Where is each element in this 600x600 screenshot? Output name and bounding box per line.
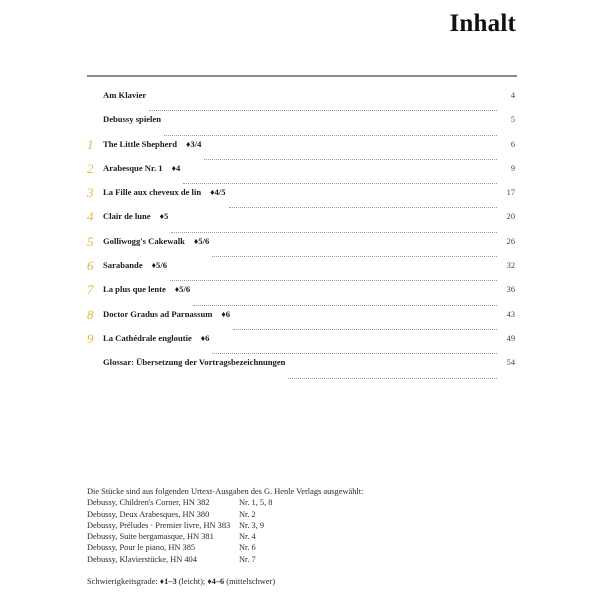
dot-leader — [204, 158, 497, 160]
dot-leader — [233, 328, 497, 330]
difficulty-level: ♦5/6 — [151, 260, 168, 271]
difficulty-level: ♦3/4 — [186, 138, 202, 149]
dot-leader — [212, 255, 497, 257]
page-number: 6 — [510, 139, 515, 149]
page-number: 4 — [510, 91, 515, 100]
dot-leader — [229, 206, 498, 208]
toc-entry[interactable] — [87, 284, 517, 308]
page-number: 43 — [506, 309, 515, 319]
entry-title: Glossar: Übersetzung der Vortragsbezeichnungen — [103, 357, 286, 368]
difficulty-level: ♦4 — [171, 162, 181, 173]
edition-numbers: Nr. 4 — [239, 532, 256, 542]
dot-leader — [171, 231, 497, 233]
dot-leader — [183, 182, 497, 184]
difficulty-level: ♦5/6 — [193, 235, 210, 246]
edition-name: Debussy, Children's Corner, HN 382 — [87, 498, 210, 508]
entry-title: Sarabande — [103, 260, 143, 271]
entry-title: Am Klavier — [103, 90, 147, 100]
difficulty-label: Schwierigkeitsgrade: — [87, 577, 158, 586]
easy-label: (leicht); — [178, 577, 206, 586]
toc-entry[interactable] — [87, 357, 517, 381]
toc-entry[interactable] — [87, 90, 517, 114]
edition-name: Debussy, Klavierstücke, HN 404 — [87, 554, 197, 564]
edition-numbers: Nr. 3, 9 — [239, 520, 265, 530]
page-title: Inhalt — [449, 10, 516, 37]
toc-entry[interactable] — [87, 160, 517, 187]
medium-range: ♦4–6 — [207, 577, 225, 586]
medium-label: (mittelschwer) — [226, 577, 276, 586]
piece-number: 2 — [87, 160, 94, 176]
source-row — [87, 509, 363, 520]
difficulty-legend — [87, 577, 275, 586]
entry-title: Golliwogg's Cakewalk — [103, 235, 185, 246]
dot-leader — [164, 134, 497, 136]
difficulty-level: ♦5 — [159, 211, 169, 222]
easy-range: ♦1–3 — [159, 577, 177, 586]
source-row — [87, 542, 363, 553]
page-number: 9 — [510, 163, 515, 173]
entry-title: Doctor Gradus ad Parnassum — [103, 308, 213, 319]
toc-entry[interactable] — [87, 114, 517, 138]
dot-leader — [170, 279, 497, 281]
table-of-contents — [87, 90, 517, 382]
page-number: 32 — [506, 261, 515, 271]
edition-name: Debussy, Préludes · Premier livre, HN 383 — [87, 520, 231, 530]
page-number: 54 — [506, 358, 515, 368]
source-row — [87, 520, 363, 531]
toc-entry[interactable] — [87, 187, 517, 211]
page-number: 36 — [506, 285, 515, 295]
entry-title: The Little Shepherd — [103, 138, 178, 149]
dot-leader — [193, 304, 497, 306]
source-row — [87, 497, 363, 508]
entry-title: La Fille aux cheveux de lin — [103, 187, 202, 198]
piece-number: 8 — [87, 306, 94, 322]
source-editions — [87, 486, 363, 565]
page-number: 5 — [510, 115, 515, 125]
entry-title: Clair de lune — [103, 211, 151, 222]
difficulty-level: ♦6 — [200, 332, 210, 343]
title-divider — [87, 75, 517, 77]
entry-title: Arabesque Nr. 1 — [103, 162, 163, 173]
difficulty-level: ♦4/5 — [210, 187, 226, 198]
source-row — [87, 554, 363, 565]
entry-title: Debussy spielen — [103, 114, 162, 125]
toc-entry[interactable] — [87, 211, 517, 235]
piece-number: 1 — [87, 136, 94, 152]
toc-entry[interactable] — [87, 306, 517, 333]
entry-title: La Cathédrale engloutie — [103, 332, 192, 343]
edition-numbers: Nr. 1, 5, 8 — [239, 498, 273, 508]
page-number: 17 — [506, 188, 515, 198]
edition-numbers: Nr. 7 — [239, 554, 256, 564]
piece-number: 4 — [87, 209, 94, 225]
edition-name: Debussy, Pour le piano, HN 385 — [87, 543, 196, 553]
dot-leader — [149, 109, 497, 111]
toc-entry[interactable] — [87, 233, 517, 260]
entry-title: La plus que lente — [103, 284, 166, 295]
dot-leader — [212, 352, 497, 354]
difficulty-level: ♦6 — [221, 308, 231, 319]
page-number: 26 — [506, 236, 515, 246]
sources-intro: Die Stücke sind aus folgenden Urtext-Ausgaben des G. Henle Verlags ausgewählt: — [87, 487, 364, 496]
piece-number: 9 — [87, 330, 94, 346]
dot-leader — [288, 377, 497, 379]
piece-number: 7 — [87, 282, 94, 298]
piece-number: 6 — [87, 258, 94, 274]
toc-entry[interactable] — [87, 330, 517, 357]
piece-number: 3 — [87, 185, 94, 201]
edition-name: Debussy, Deux Arabesques, HN 380 — [87, 509, 210, 519]
difficulty-level: ♦5/6 — [174, 284, 191, 295]
piece-number: 5 — [87, 233, 94, 249]
edition-numbers: Nr. 6 — [239, 543, 256, 553]
source-row — [87, 531, 363, 542]
page-number: 20 — [506, 212, 515, 222]
toc-entry[interactable] — [87, 260, 517, 284]
toc-entry[interactable] — [87, 136, 517, 163]
page-number: 49 — [506, 333, 515, 343]
edition-numbers: Nr. 2 — [239, 509, 256, 519]
edition-name: Debussy, Suite bergamasque, HN 381 — [87, 532, 214, 542]
